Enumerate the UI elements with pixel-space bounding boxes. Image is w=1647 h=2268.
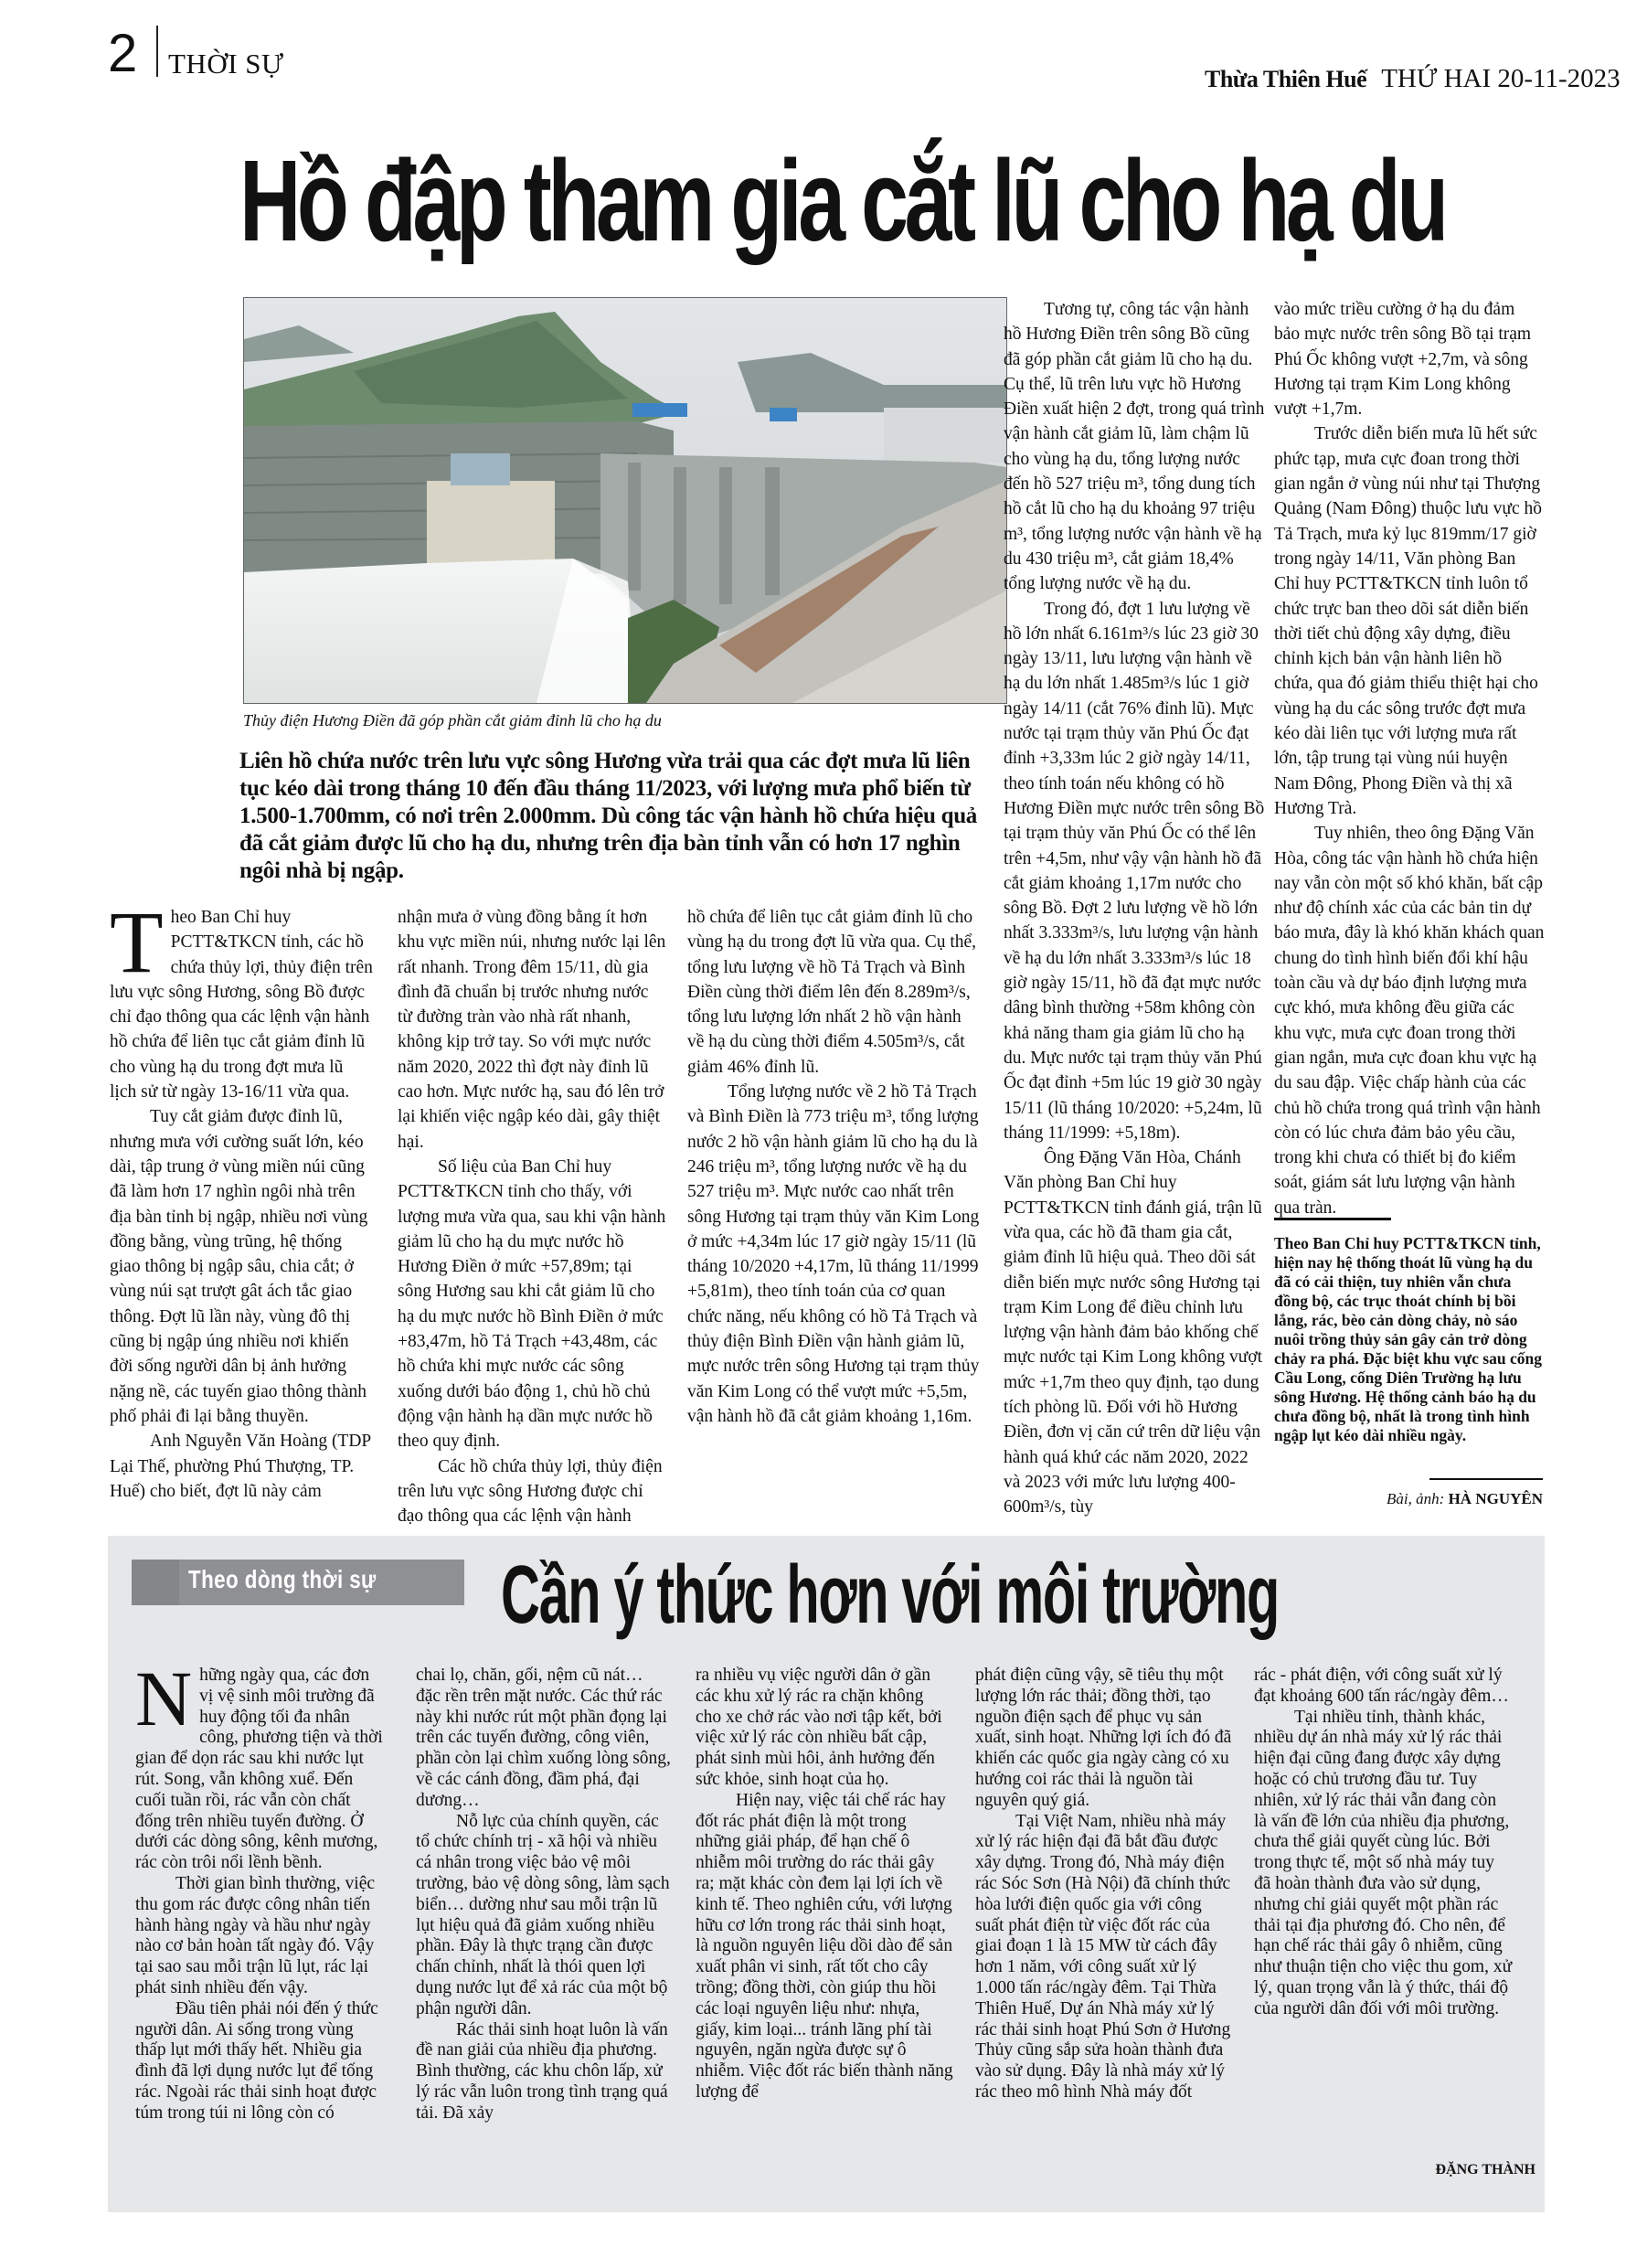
box-headline: Cần ý thức hơn với môi trường — [501, 1549, 1279, 1641]
paragraph: Tuy nhiên, theo ông Đặng Văn Hòa, công tác vận hành hồ chứa hiện nay vẫn còn một số khó khăn, bất cập như độ chính xác của các bản tin dự báo mưa, đây là khó khăn khách quan chung do tình hình biến đổi khí hậu toàn cầu và dự báo định lượng mưa cực khó, mưa không đều giữa các khu vực, mưa cực đoan trong thời gian ngắn, mưa cực đoan khu vực hạ du sau đập. Việc chấp hành của các chủ hồ chứa trong quá trình vận hành còn có lúc chưa đảm bảo yêu cầu, trong khi chưa có thiết bị đo kiểm soát, giám sát lưu lượng vận hành qua tràn. — [1274, 824, 1545, 1218]
byline-name: HÀ NGUYÊN — [1448, 1490, 1543, 1507]
article2-column-2 — [416, 1666, 672, 2124]
paragraph: chai lọ, chăn, gối, nệm cũ nát… đặc rền trên mặt nước. Các thứ rác này khi nước rút một phần đọng lại trên các tuyến đường, công viên, phần còn lại chìm xuống lòng sông, về các cánh đồng, đầm phá, đại dương… — [416, 1666, 671, 1810]
paragraph: Tại Việt Nam, nhiều nhà máy xử lý rác hiện đại đã bắt đầu được xây dựng. Trong đó, Nhà máy điện rác Sóc Sơn (Hà Nội) đã chính thức hòa lưới điện quốc gia với công suất phát điện từ việc đốt rác của giai đoạn 1 là 15 MW từ cách đây hơn 1 năm, với công suất xử lý 1.000 tấn rác/ngày đêm. Tại Thừa Thiên Huế, Dự án Nhà máy xử lý rác thải sinh hoạt Phú Sơn ở Hương Thủy cũng sắp sửa hoàn thành đưa vào sử dụng. Đây là nhà máy xử lý rác theo mô hình Nhà máy đốt — [975, 1811, 1231, 2102]
paragraph: Những ngày qua, các đơn vị vệ sinh môi trường đã huy động tối đa nhân công, phương tiện và thời gian để dọn rác sau khi nước lụt rút. Song, vẫn không xuể. Đến cuối tuần rồi, rác vẫn còn chất đống trên nhiều tuyến đường. Ở dưới các dòng sông, kênh mương, rác còn trôi nổi lềnh bềnh. — [135, 1655, 383, 1873]
paragraph: Đầu tiên phải nói đến ý thức người dân. Ai sống trong vùng thấp lụt mới thấy hết. Nhiều gia đình đã lợi dụng nước lụt để tống rác. Ngoài rác thải sinh hoạt được túm trong túi ni lông còn có — [135, 1998, 378, 2123]
dam-spillway-photo — [243, 297, 1007, 704]
paragraph: Trước diễn biến mưa lũ hết sức phức tạp, mưa cực đoan trong thời gian ngắn ở vùng núi như tại Thượng Quảng (Nam Đông) thuộc lưu vực hồ Tả Trạch, mưa kỷ lục 819mm/17 giờ trong ngày 14/11, Văn phòng Ban Chỉ huy PCTT&TKCN tỉnh luôn tổ chức trực ban theo dõi sát diễn biến thời tiết chủ động xây dựng, điều chỉnh kịch bản vận hành liên hồ chứa, qua đó giảm thiểu thiệt hại cho vùng hạ du các sông trước đợt mưa kéo dài liên tục với lượng mưa rất lớn, tập trung tại vùng núi huyện Nam Đông, Phong Điền và thị xã Hương Trà. — [1274, 424, 1542, 818]
paragraph: Nỗ lực của chính quyền, các tổ chức chính trị - xã hội và nhiều cá nhân trong việc bảo vệ môi trường, bảo vệ dòng sông, làm sạch biển… dường như sau mỗi trận lũ lụt hiệu quả đã giảm xuống nhiều phần. Đây là thực trạng cần được chấn chỉnh, nhất là thói quen lợi dụng nước lụt để xả rác của một bộ phận người dân. — [416, 1811, 670, 2018]
sidebar-rule — [1274, 1218, 1391, 1220]
article1-byline — [1362, 1490, 1543, 1508]
paragraph: ra nhiều vụ việc người dân ở gần các khu xử lý rác ra chặn không cho xe chở rác vào nơi tập kết, bởi việc xử lý rác còn nhiều bất cập, phát sinh mùi hôi, ảnh hưởng đến sức khỏe, sinh hoạt của họ. — [696, 1666, 942, 1789]
paragraph: Anh Nguyễn Văn Hoàng (TDP Lại Thế, phường Phú Thượng, TP. Huế) cho biết, đợt lũ này cảm — [110, 1432, 371, 1501]
paragraph: hồ chứa để liên tục cắt giảm đỉnh lũ cho vùng hạ du trong đợt lũ vừa qua. Cụ thể, tổng lưu lượng về hồ Tả Trạch và Bình Điền cùng thời điểm lên đến 8.289m³/s, tổng lưu lượng lớn nhất 2 hồ vận hành về hạ du cùng thời điểm 4.505m³/s, cắt giảm 46% đỉnh lũ. — [687, 908, 977, 1077]
paper-name: Thừa Thiên Huế — [1205, 66, 1367, 92]
article1-column-5 — [1274, 297, 1545, 1220]
paragraph: nhận mưa ở vùng đồng bằng ít hơn khu vực miền núi, nhưng nước lại lên rất nhanh. Trong đêm 15/11, dù gia đình đã chuẩn bị trước nhưng nước từ đường tràn vào nhà rất nhanh, không kịp trở tay. So với mực nước năm 2020, 2022 thì đợt này đỉnh lũ cao hơn. Mực nước hạ, sau đó lên trở lại khiến việc ngập kéo dài, gây thiệt hại. — [398, 908, 666, 1152]
section-kicker — [132, 1560, 464, 1605]
article2-column-3 — [696, 1666, 953, 2103]
paragraph: phát điện cũng vậy, sẽ tiêu thụ một lượng lớn rác thải; đồng thời, tạo nguồn điện sạch để phục vụ sản xuất, sinh hoạt. Những lợi ích đó đã khiến các quốc gia ngày càng có xu hướng coi rác thải là nguồn tài nguyên quý giá. — [975, 1666, 1232, 1810]
paragraph: Thời gian bình thường, việc thu gom rác được công nhân tiến hành hàng ngày và hầu như ngày nào cơ bản hoàn tất ngày đó. Vậy tại sao sau mỗi trận lũ lụt, rác lại phát sinh nhiều đến vậy. — [135, 1873, 376, 1997]
article2-column-4 — [975, 1666, 1233, 2103]
article1-column-1 — [110, 893, 373, 1504]
paragraph: Rác thải sinh hoạt luôn là vấn đề nan giải của nhiều địa phương. Bình thường, các khu chôn lấp, xử lý rác vẫn luôn trong tình trạng quá tải. Đã xảy — [416, 2019, 668, 2123]
paragraph: rác - phát điện, với công suất xử lý đạt khoảng 600 tấn rác/ngày đêm… — [1254, 1666, 1509, 1706]
article1-column-2 — [398, 905, 667, 1528]
paragraph: vào mức triều cường ở hạ du đảm bảo mực nước trên sông Bồ tại trạm Phú Ốc không vượt +2,7m, và sông Hương tại trạm Kim Long không vượt +1,7m. — [1274, 300, 1532, 420]
section-divider — [156, 26, 158, 77]
paragraph: Các hồ chứa thủy lợi, thủy điện trên lưu vực sông Hương được chỉ đạo thông qua các lệnh vận hành — [398, 1456, 663, 1527]
article2-column-5 — [1254, 1666, 1514, 2020]
section-name: THỜI SỰ — [168, 48, 284, 80]
photo-caption: Thủy điện Hương Điền đã góp phần cắt giảm đỉnh lũ cho hạ du — [243, 711, 662, 729]
page-number: 2 — [108, 24, 138, 83]
article-headline: Hồ đập tham gia cắt lũ cho hạ du — [239, 136, 1445, 265]
drop-cap: N — [135, 1655, 193, 1742]
paragraph: Tuy cắt giảm được đỉnh lũ, nhưng mưa với cường suất lớn, kéo dài, tập trung ở vùng miền núi cũng đã làm hơn 17 nghìn ngôi nhà trên địa bàn tỉnh bị ngập, nhiều nơi vùng đồng bằng, vùng trũng, hệ thống giao thông bị ngập sâu, chia cắt; ở vùng núi sạt trượt gât ách tắc giao thông. Đợt lũ lần này, vùng đô thị cũng bị ngập úng nhiều nơi khiến đời sống người dân bị ảnh hưởng nặng nề, các tuyến giao thông thành phố phải đi lại bằng thuyền. — [110, 1107, 368, 1426]
paragraph: Theo Ban Chỉ huy PCTT&TKCN tỉnh, các hồ chứa thủy lợi, thủy điện trên lưu vực sông Hương, sông Bồ được chỉ đạo thông qua các lệnh vận hành hồ chứa để liên tục cắt giảm đỉnh lũ cho vùng hạ du trong đợt mưa lũ lịch sử từ ngày 13-16/11 vừa qua. — [110, 893, 373, 1102]
article2-byline: ĐẶNG THÀNH — [1435, 2162, 1535, 2177]
paragraph: Ông Đặng Văn Hòa, Chánh Văn phòng Ban Chỉ huy PCTT&TKCN tỉnh đánh giá, trận lũ vừa qua, các hồ đã tham gia cắt, giảm đỉnh lũ hiệu quả. Theo dõi sát diễn biến mực nước sông Hương tại trạm Kim Long để điều chỉnh lưu lượng vận hành đảm bảo khống chế mực nước tại Kim Long không vượt mức +1,7m theo quy định, tạo dung tích phòng lũ. Đối với hồ Hương Điền, đơn vị căn cứ trên dữ liệu vận hành quá khứ các năm 2020, 2022 và 2023 với mức lưu lượng 400-600m³/s, tùy — [1004, 1148, 1263, 1517]
paragraph: Tương tự, công tác vận hành hồ Hương Điền trên sông Bồ cũng đã góp phần cắt giảm lũ cho hạ du. Cụ thể, lũ trên lưu vực hồ Hương Điền xuất hiện 2 đợt, trong quá trình vận hành cắt giảm lũ, làm chậm lũ cho vùng hạ du, tổng lượng nước đến hồ 527 triệu m³, tổng dung tích hồ cắt lũ cho hạ du khoảng 97 triệu m³, tổng lượng nước vận hành về hạ du 430 triệu m³, cắt giảm 18,4% tổng lượng nước về hạ du. — [1004, 300, 1265, 594]
issue-date: THỨ HAI 20-11-2023 — [1381, 64, 1620, 93]
byline-rule — [1429, 1478, 1543, 1480]
byline-label: Bài, ảnh: — [1387, 1490, 1445, 1507]
sidebar-box: Theo Ban Chỉ huy PCTT&TKCN tỉnh, hiện nay hệ thống thoát lũ vùng hạ du đã có cải thiện, tuy nhiên vẫn chưa đồng bộ, các trục thoát chính bị bồi lắng, rác, bèo cản dòng chảy, nò sáo nuôi trồng thủy sản gây cản trở dòng chảy ra phá. Đặc biệt khu vực sau cống Cầu Long, cống Diên Trường hạ lưu sông Hương. Hệ thống cảnh báo hạ du chưa đồng bộ, nhất là trong tình hình ngập lụt kéo dài nhiều ngày. — [1274, 1234, 1542, 1444]
drop-cap: T — [110, 893, 164, 991]
paragraph: Tổng lượng nước về 2 hồ Tả Trạch và Bình Điền là 773 triệu m³, tổng lượng nước 2 hồ vận hành giảm lũ cho hạ du là 246 triệu m³, tổng lượng nước về hạ du 527 triệu m³. Mực nước cao nhất trên sông Hương tại trạm thủy văn Kim Long ở mức +4,34m lúc 17 giờ ngày 15/11 (lũ tháng 10/2020 +4,17m, lũ tháng 11/1999 +5,81m), theo tính toán của cơ quan chức năng, nếu không có hồ Tả Trạch và thủy điện Bình Điền vận hành giảm lũ, mực nước trên sông Hương tại trạm thủy văn Kim Long có thể vượt mức +5,5m, vận hành hồ đã cắt giảm khoảng 1,16m. — [687, 1082, 980, 1426]
kicker-band — [132, 1560, 179, 1605]
article-lead: Liên hồ chứa nước trên lưu vực sông Hương vừa trải qua các đợt mưa lũ liên tục kéo dài trong tháng 10 đến đầu tháng 11/2023, với lượng mưa phổ biến từ 1.500-1.700mm, có nơi trên 2.000mm. Dù công tác vận hành hồ chứa hiệu quả đã cắt giảm được lũ cho hạ du, nhưng trên địa bàn tỉnh vẫn có hơn 17 nghìn ngôi nhà bị ngập. — [239, 749, 977, 883]
paragraph: Số liệu của Ban Chỉ huy PCTT&TKCN tỉnh cho thấy, với lượng mưa vừa qua, sau khi vận hành giảm lũ cho hạ du mực nước hồ Hương Điền ở mức +57,89m; tại sông Hương sau khi cắt giảm lũ cho hạ du mực nước hồ Bình Điền ở mức +83,47m, hồ Tả Trạch +43,48m, các hồ chứa khi mực nước các sông xuống dưới báo động 1, chủ hồ chủ động vận hành hạ dần mực nước hồ theo quy định. — [398, 1156, 666, 1452]
article2-column-1 — [135, 1655, 387, 2124]
paragraph: Trong đó, đợt 1 lưu lượng về hồ lớn nhất 6.161m³/s lúc 23 giờ 30 ngày 13/11, lưu lượng vận hành về hạ du lớn nhất 1.485m³/s lúc 1 giờ ngày 14/11 (cắt 76% đỉnh lũ). Mực nước tại trạm thủy văn Phú Ốc đạt đỉnh +3,33m lúc 2 giờ ngày 14/11, theo tính toán nếu không có hồ Hương Điền mực nước trên sông Bồ tại trạm thủy văn Phú Ốc có thể lên trên +4,5m, như vậy vận hành hồ đã cắt giảm khoảng 1,17m nước cho sông Bồ. Đợt 2 lưu lượng về hồ lớn nhất 3.333m³/s, lưu lượng vận hành về hạ du lớn nhất 3.333m³/s lúc 18 giờ ngày 15/11, hồ đã đạt mực nước dâng bình thường +58m không còn khả năng tham gia giảm lũ cho hạ du. Mực nước tại trạm thủy văn Phú Ốc đạt đỉnh +5m lúc 19 giờ 30 ngày 15/11 (lũ tháng 10/2020: +5,24m, lũ tháng 11/1999: +5,18m). — [1004, 599, 1265, 1143]
paragraph: Hiện nay, việc tái chế rác hay đốt rác phát điện là một trong những giải pháp, để hạn chế ô nhiễm môi trường do rác thải gây ra; mặt khác còn đem lại lợi ích về kinh tế. Theo nghiên cứu, với lượng hữu cơ lớn trong rác thải sinh hoạt, là nguồn nguyên liệu dồi dào để sản xuất phân vi sinh, rất tốt cho cây trồng; đồng thời, còn giúp thu hồi các loại nguyên liệu như: nhựa, giấy, kim loại... tránh lãng phí tài nguyên, ngăn ngừa được sự ô nhiễm. Việc đốt rác biến thành năng lượng để — [696, 1790, 953, 2102]
kicker-label: Theo dòng thời sự — [188, 1565, 377, 1593]
paragraph: Tại nhiều tỉnh, thành khác, nhiều dự án nhà máy xử lý rác thải hiện đại cũng đang được xây dựng hoặc có chủ trương đầu tư. Tuy nhiên, xử lý rác thải vẫn đang còn là vấn đề lớn của nhiều địa phương, chưa thể giải quyết cùng lúc. Bởi trong thực tế, một số nhà máy tuy đã hoàn thành đưa vào sử dụng, nhưng chỉ giải quyết một phần rác thải tại địa phương đó. Cho nên, để hạn chế rác thải gây ô nhiễm, cũng như thuận tiện cho việc thu gom, xử lý, quan trọng vẫn là ý thức, thái độ của người dân đối với môi trường. — [1254, 1707, 1513, 2018]
article1-column-4 — [1004, 297, 1269, 1520]
dam-photo-illustration — [244, 298, 1006, 703]
masthead — [1205, 64, 1620, 94]
article1-column-3 — [687, 905, 980, 1429]
